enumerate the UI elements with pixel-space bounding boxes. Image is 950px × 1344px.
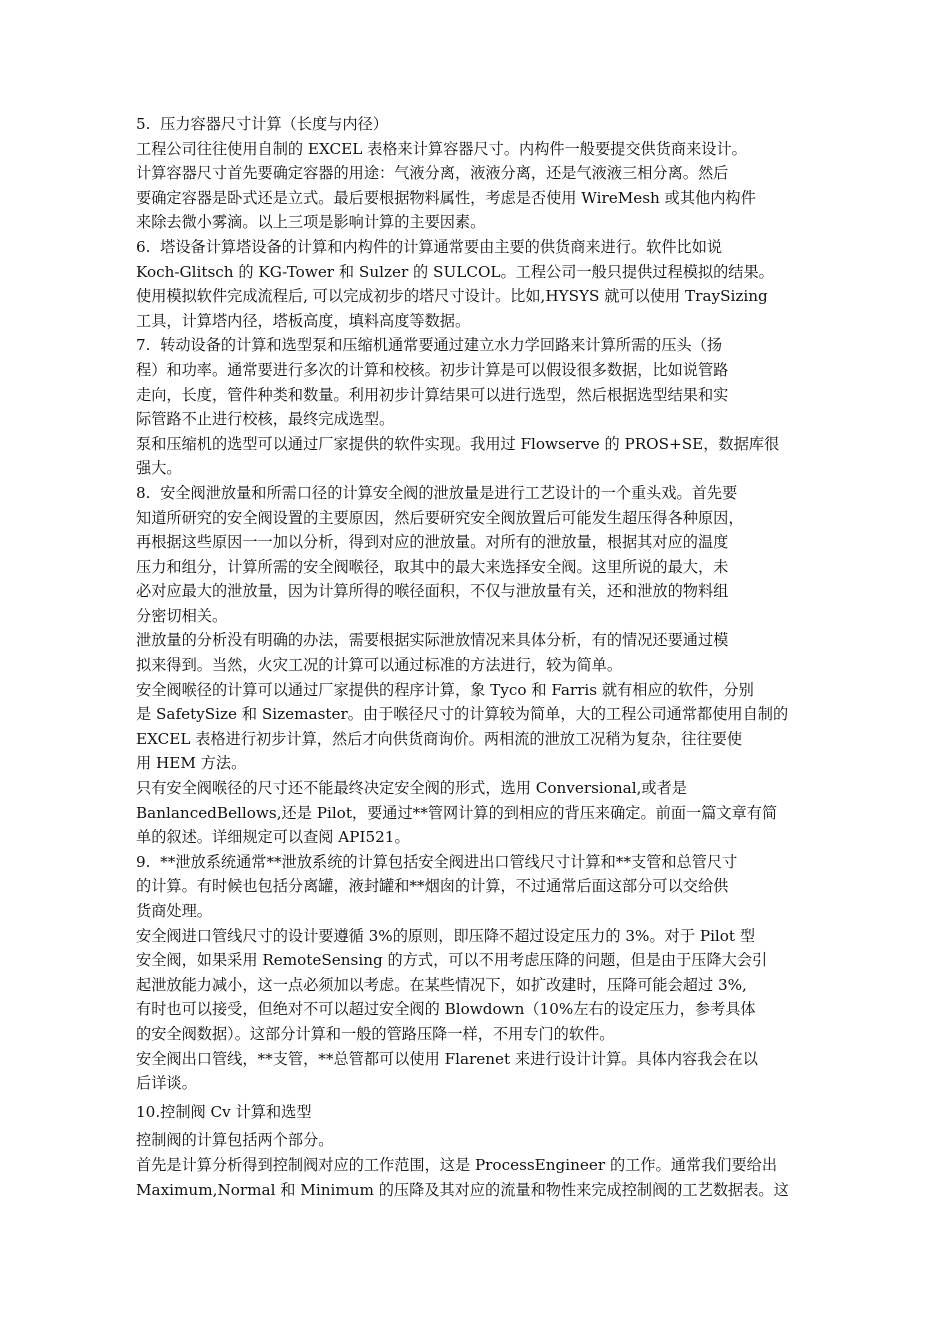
text-line: 9. **泄放系统通常**泄放系统的计算包括安全阀进出口管线尺寸计算和**支管和总管尺寸 — [136, 852, 738, 871]
text-line: 控制阀的计算包括两个部分。 — [136, 1131, 334, 1150]
text-line: 是 SafetySize 和 Sizemaster。由于喉径尺寸的计算较为简单，大的工程公司通常都使用自制的 — [136, 705, 789, 724]
text-line: 单的叙述。详细规定可以查阅 API521。 — [136, 828, 410, 847]
text-line: 起泄放能力减小，这一点必须加以考虑。在某些情况下，如扩改建时，压降可能会超过 3%, — [136, 975, 747, 994]
text-line: 安全阀进口管线尺寸的设计要遵循 3%的原则，即压降不超过设定压力的 3%。对于 Pilot 型 — [136, 926, 756, 945]
text-line: 8. 安全阀泄放量和所需口径的计算安全阀的泄放量是进行工艺设计的一个重头戏。首先要 — [136, 483, 738, 502]
text-line: 泵和压缩机的选型可以通过厂家提供的软件实现。我用过 Flowserve 的 PROS+SE，数据库很 — [136, 434, 780, 453]
text-line: 程）和功率。通常要进行多次的计算和校核。初步计算是可以假设很多数据，比如说管路 — [136, 360, 729, 379]
text-line: 的计算。有时候也包括分离罐，液封罐和**烟囱的计算，不过通常后面这部分可以交给供 — [136, 877, 729, 896]
text-line: 货商处理。 — [136, 902, 212, 920]
text-line: 泄放量的分析没有明确的办法，需要根据实际泄放情况来具体分析，有的情况还要通过模 — [136, 631, 729, 650]
text-line: 安全阀，如果采用 RemoteSensing 的方式，可以不用考虑压降的问题，但是由于压降大会引 — [136, 951, 768, 970]
text-line: 走向，长度，管件种类和数量。利用初步计算结果可以进行选型，然后根据选型结果和实 — [136, 385, 729, 404]
text-line: 用 HEM 方法。 — [136, 754, 247, 773]
text-line: 拟来得到。当然，火灾工况的计算可以通过标准的方法进行，较为简单。 — [136, 656, 622, 675]
text-line: EXCEL 表格进行初步计算，然后才向供货商询价。两相流的泄放工况稍为复杂，往往要使 — [136, 729, 743, 748]
text-line: 安全阀出口管线，**支管，**总管都可以使用 Flarenet 来进行设计计算。具体内容我会在以 — [136, 1049, 758, 1068]
text-line: 知道所研究的安全阀设置的主要原因，然后要研究安全阀放置后可能发生超压得各种原因， — [136, 508, 744, 527]
text-line: 要确定容器是卧式还是立式。最后要根据物料属性，考虑是否使用 WireMesh 或其他内构件 — [136, 188, 756, 207]
text-line: Maximum,Normal 和 Minimum 的压降及其对应的流量和物性来完成控制阀的工艺数据表。这 — [136, 1180, 789, 1199]
text-line: 工程公司往往使用自制的 EXCEL 表格来计算容器尺寸。内构件一般要提交供货商来设计。 — [136, 139, 747, 158]
text-line: 的安全阀数据）。这部分计算和一般的管路压降一样，不用专门的软件。 — [136, 1024, 615, 1043]
text-line: 际管路不止进行校核，最终完成选型。 — [136, 410, 395, 429]
text-line: 必对应最大的泄放量，因为计算所得的喉径面积，不仅与泄放量有关，还和泄放的物料组 — [136, 582, 729, 601]
text-line: 强大。 — [136, 459, 182, 478]
text-line: 压力和组分，计算所需的安全阀喉径，取其中的最大来选择安全阀。这里所说的最大，未 — [136, 557, 729, 576]
text-line: 只有安全阀喉径的尺寸还不能最终决定安全阀的形式，选用 Conversional,或者是 — [136, 779, 687, 798]
text-line: 使用模拟软件完成流程后, 可以完成初步的塔尺寸设计。比如,HYSYS 就可以使用 TraySizing — [136, 287, 768, 306]
text-line: 再根据这些原因一一加以分析，得到对应的泄放量。对所有的泄放量，根据其对应的温度 — [136, 533, 729, 552]
text-line: 有时也可以接受，但绝对不可以超过安全阀的 Blowdown（10%左右的设定压力，参考具体 — [136, 1000, 756, 1019]
text-line: 7. 转动设备的计算和选型泵和压缩机通常要通过建立水力学回路来计算所需的压头（扬 — [136, 336, 723, 355]
text-line: Koch-Glitsch 的 KG-Tower 和 Sulzer 的 SULCOL。工程公司一般只提供过程模拟的结果。 — [136, 262, 774, 281]
text-line: 来除去微小雾滴。以上三项是影响计算的主要因素。 — [136, 213, 486, 232]
text-line: 首先是计算分析得到控制阀对应的工作范围，这是 ProcessEngineer 的工作。通常我们要给出 — [136, 1155, 778, 1174]
text-line: BanlancedBellows,还是 Pilot，要通过**管网计算的到相应的背压来确定。前面一篇文章有简 — [136, 803, 778, 822]
document-body — [136, 112, 816, 1202]
section-heading: 10.控制阀 Cv 计算和选型 — [136, 1102, 312, 1121]
text-line: 分密切相关。 — [136, 606, 228, 625]
text-line: 计算容器尺寸首先要确定容器的用途：气液分离，液液分离，还是气液液三相分离。然后 — [136, 164, 729, 183]
text-line: 工具，计算塔内径，塔板高度，填料高度等数据。 — [136, 311, 471, 330]
text-line: 安全阀喉径的计算可以通过厂家提供的程序计算，象 Tyco 和 Farris 就有相应的软件，分别 — [136, 680, 754, 699]
text-line: 5. 压力容器尺寸计算（长度与内径） — [136, 115, 388, 133]
text-line: 后详谈。 — [136, 1074, 197, 1093]
text-line: 6. 塔设备计算塔设备的计算和内构件的计算通常要由主要的供货商来进行。软件比如说 — [136, 237, 723, 256]
